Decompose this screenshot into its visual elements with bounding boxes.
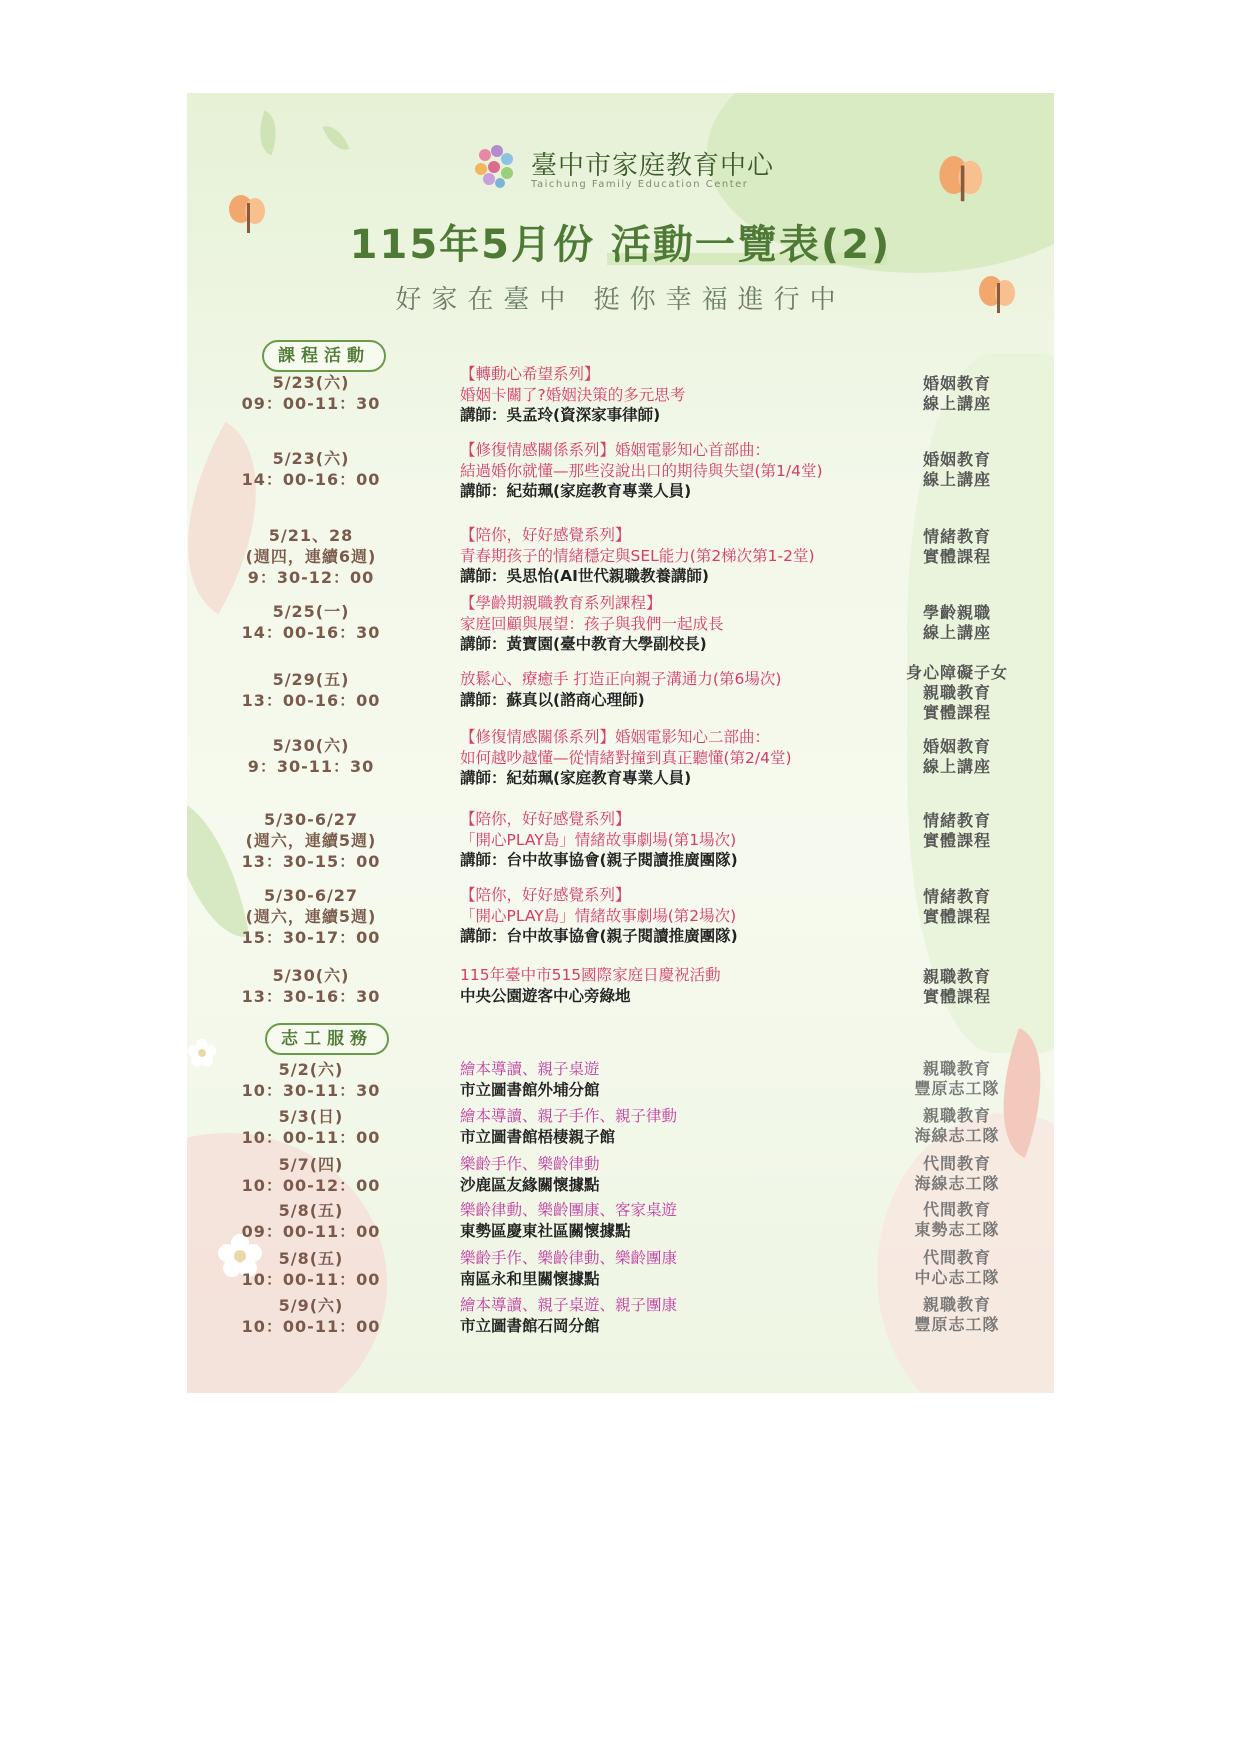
activity-title-line: 【陪你，好好感覺系列】 <box>460 886 631 904</box>
activity-category <box>877 1154 1037 1194</box>
category-line: 實體課程 <box>922 703 991 722</box>
activity-title-line: 「開心PLAY島」情緒故事劇場(第2場次) <box>460 906 737 925</box>
activity-title-line: 樂齡手作、樂齡律動、樂齡團康 <box>460 1249 678 1267</box>
date-line: 5/9(六) <box>278 1296 344 1315</box>
category-line: 代間教育 <box>922 1154 991 1173</box>
flower-icon <box>187 1033 217 1073</box>
activity-title-line: 繪本導讀、親子桌遊 <box>460 1060 600 1078</box>
date-line: 14：00-16：00 <box>241 470 381 489</box>
category-line: 中心志工隊 <box>914 1268 1000 1287</box>
logo-flower-icon <box>467 141 525 191</box>
activity-speaker: 講師：台中故事協會(親子閱讀推廣團隊) <box>460 927 738 945</box>
activity-location: 市立圖書館石岡分館 <box>460 1316 600 1335</box>
activity-title-line: 結過婚你就懂—那些沒說出口的期待與失望(第1/4堂) <box>460 461 823 480</box>
category-line: 身心障礙子女 <box>905 663 1008 682</box>
category-line: 情緒教育 <box>922 527 991 546</box>
category-line: 線上講座 <box>922 394 991 413</box>
org-logo <box>467 141 787 191</box>
date-line: 5/30-6/27 <box>263 886 359 905</box>
activity-title-line: 放鬆心、療癒手 打造正向親子溝通力(第6場次) <box>460 670 782 688</box>
page-title: 115年5月份 活動一覽表(2) <box>349 222 892 268</box>
date-line: 5/25(一) <box>272 602 350 621</box>
activity-date <box>231 1295 391 1337</box>
category-line: 學齡親職 <box>922 603 991 622</box>
date-line: 10：30-11：30 <box>241 1081 381 1100</box>
activity-description <box>460 809 900 871</box>
org-name-english: Taichung Family Education Center <box>531 179 749 190</box>
butterfly-icon <box>937 153 987 209</box>
date-line: 5/8(五) <box>278 1201 344 1220</box>
activity-title-line: 【修復情感關係系列】婚姻電影知心首部曲： <box>460 441 771 459</box>
date-line: 14：00-16：30 <box>241 623 381 642</box>
activity-description <box>460 1248 900 1289</box>
activity-speaker: 講師：蘇真以(諮商心理師) <box>460 690 645 709</box>
date-line: 13：30-16：30 <box>241 987 381 1006</box>
slogan: 好家在臺中 挺你幸福進行中 <box>395 285 846 315</box>
activity-description <box>460 1154 900 1195</box>
activity-date <box>231 1248 391 1290</box>
date-line: 10：00-12：00 <box>241 1176 381 1195</box>
activity-speaker: 講師：紀茹珮(家庭教育專業人員) <box>460 482 692 500</box>
date-line: 5/30(六) <box>272 736 350 755</box>
activity-location: 東勢區慶東社區關懷據點 <box>460 1221 631 1240</box>
activity-date <box>231 809 391 872</box>
leaf-icon <box>251 110 285 155</box>
date-line: 5/30(六) <box>272 966 350 985</box>
date-line: 5/30-6/27 <box>263 810 359 829</box>
category-line: 東勢志工隊 <box>914 1220 1000 1239</box>
category-line: 情緒教育 <box>922 811 991 830</box>
activity-title-line: 【陪你，好好感覺系列】 <box>460 526 631 544</box>
activity-category <box>877 1295 1037 1335</box>
activity-speaker: 中央公園遊客中心旁綠地 <box>460 986 631 1005</box>
activity-speaker: 講師：台中故事協會(親子閱讀推廣團隊) <box>460 851 738 869</box>
activity-description <box>460 440 900 502</box>
activity-description <box>460 364 900 426</box>
section-label-courses: 課程活動 <box>262 340 386 372</box>
activity-date <box>231 735 391 777</box>
date-line: 5/2(六) <box>278 1060 344 1079</box>
category-line: 婚姻教育 <box>922 450 991 469</box>
activity-location: 市立圖書館外埔分館 <box>460 1080 600 1099</box>
activity-category <box>877 967 1037 1007</box>
activity-speaker: 講師：紀茹珮(家庭教育專業人員) <box>460 769 692 787</box>
category-line: 實體課程 <box>922 987 991 1006</box>
activity-title-line: 【修復情感關係系列】婚姻電影知心二部曲： <box>460 728 771 746</box>
activity-date <box>231 965 391 1007</box>
category-line: 海線志工隊 <box>914 1126 1000 1145</box>
date-line: 5/21、28 <box>268 526 354 545</box>
activity-description <box>460 669 900 710</box>
category-line: 婚姻教育 <box>922 737 991 756</box>
date-line: (週四，連續6週) <box>245 547 377 566</box>
category-line: 線上講座 <box>922 470 991 489</box>
category-line: 豐原志工隊 <box>914 1079 1000 1098</box>
activity-description <box>460 593 900 655</box>
activity-description <box>460 1106 900 1147</box>
date-line: 09：00-11：30 <box>241 394 381 413</box>
activity-category <box>877 737 1037 777</box>
date-line: 5/29(五) <box>272 670 350 689</box>
date-line: (週六，連續5週) <box>245 907 377 926</box>
date-line: 9：30-12：00 <box>247 568 375 587</box>
activity-title-line: 「開心PLAY島」情緒故事劇場(第1場次) <box>460 830 737 849</box>
activity-speaker: 講師：吳思怡(AI世代親職教養講師) <box>460 567 709 585</box>
activity-date <box>231 1059 391 1101</box>
activity-date <box>231 1200 391 1242</box>
activity-speaker: 講師：吳孟玲(資深家事律師) <box>460 406 661 424</box>
date-line: 5/23(六) <box>272 449 350 468</box>
category-line: 親職教育 <box>922 683 991 702</box>
category-line: 線上講座 <box>922 623 991 642</box>
activity-date <box>231 669 391 711</box>
date-line: 9：30-11：30 <box>247 757 375 776</box>
section-label-volunteer: 志工服務 <box>265 1023 389 1055</box>
category-line: 親職教育 <box>922 1059 991 1078</box>
activity-description <box>460 1295 900 1336</box>
activity-title-line: 繪本導讀、親子桌遊、親子團康 <box>460 1296 678 1314</box>
category-line: 親職教育 <box>922 1295 991 1314</box>
activity-category <box>877 1059 1037 1099</box>
activity-title-line: 繪本導讀、親子手作、親子律動 <box>460 1107 678 1125</box>
category-line: 線上講座 <box>922 757 991 776</box>
activity-title-line: 【陪你，好好感覺系列】 <box>460 810 631 828</box>
date-line: 10：00-11：00 <box>241 1270 381 1289</box>
activity-category <box>877 603 1037 643</box>
activity-category <box>877 1248 1037 1288</box>
category-line: 實體課程 <box>922 907 991 926</box>
activity-title-line: 婚姻卡關了?婚姻決策的多元思考 <box>460 385 686 404</box>
activity-title-line: 家庭回顧與展望：孩子與我們一起成長 <box>460 614 724 633</box>
activity-category <box>877 374 1037 414</box>
activity-title-line: 【轉動心希望系列】 <box>460 365 600 383</box>
activity-description <box>460 965 900 1006</box>
category-line: 實體課程 <box>922 831 991 850</box>
activity-date <box>231 601 391 643</box>
activity-description <box>460 525 900 587</box>
date-line: 5/3(日) <box>278 1107 344 1126</box>
date-line: (週六，連續5週) <box>245 831 377 850</box>
activity-description <box>460 885 900 947</box>
activity-location: 南區永和里關懷據點 <box>460 1269 600 1288</box>
activity-date <box>231 448 391 490</box>
activity-date <box>231 885 391 948</box>
date-line: 5/8(五) <box>278 1249 344 1268</box>
activity-poster <box>187 93 1054 1393</box>
date-line: 15：30-17：00 <box>241 928 381 947</box>
activity-description <box>460 1200 900 1241</box>
activity-location: 沙鹿區友緣關懷據點 <box>460 1175 600 1194</box>
activity-category <box>877 887 1037 927</box>
activity-description <box>460 1059 900 1100</box>
date-line: 5/23(六) <box>272 373 350 392</box>
category-line: 代間教育 <box>922 1248 991 1267</box>
activity-category <box>877 811 1037 851</box>
category-line: 親職教育 <box>922 1106 991 1125</box>
activity-description <box>460 727 900 789</box>
activity-title-line: 115年臺中市515國際家庭日慶祝活動 <box>460 966 721 984</box>
date-line: 10：00-11：00 <box>241 1128 381 1147</box>
activity-date <box>231 372 391 414</box>
activity-category <box>877 1200 1037 1240</box>
category-line: 實體課程 <box>922 547 991 566</box>
activity-location: 市立圖書館梧棲親子館 <box>460 1127 616 1146</box>
date-line: 09：00-11：00 <box>241 1222 381 1241</box>
activity-date <box>231 525 391 588</box>
category-line: 海線志工隊 <box>914 1174 1000 1193</box>
activity-date <box>231 1154 391 1196</box>
activity-category <box>877 450 1037 490</box>
org-name: 臺中市家庭教育中心 <box>531 151 775 181</box>
leaf-icon <box>322 121 349 155</box>
activity-title-line: 樂齡手作、樂齡律動 <box>460 1155 600 1173</box>
category-line: 親職教育 <box>922 967 991 986</box>
activity-speaker: 講師：黃寶園(臺中教育大學副校長) <box>460 635 707 653</box>
category-line: 豐原志工隊 <box>914 1315 1000 1334</box>
category-line: 情緒教育 <box>922 887 991 906</box>
activity-category <box>877 527 1037 567</box>
category-line: 代間教育 <box>922 1200 991 1219</box>
date-line: 13：30-15：00 <box>241 852 381 871</box>
activity-title-line: 樂齡律動、樂齡團康、客家桌遊 <box>460 1201 678 1219</box>
date-line: 5/7(四) <box>278 1155 344 1174</box>
activity-category <box>877 663 1037 723</box>
date-line: 13：00-16：00 <box>241 691 381 710</box>
activity-category <box>877 1106 1037 1146</box>
activity-date <box>231 1106 391 1148</box>
category-line: 婚姻教育 <box>922 374 991 393</box>
date-line: 10：00-11：00 <box>241 1317 381 1336</box>
activity-title-line: 【學齡期親職教育系列課程】 <box>460 594 662 612</box>
activity-title-line: 如何越吵越懂—從情緒對撞到真正聽懂(第2/4堂) <box>460 748 792 767</box>
activity-title-line: 青春期孩子的情緒穩定與SEL能力(第2梯次第1-2堂) <box>460 546 815 565</box>
